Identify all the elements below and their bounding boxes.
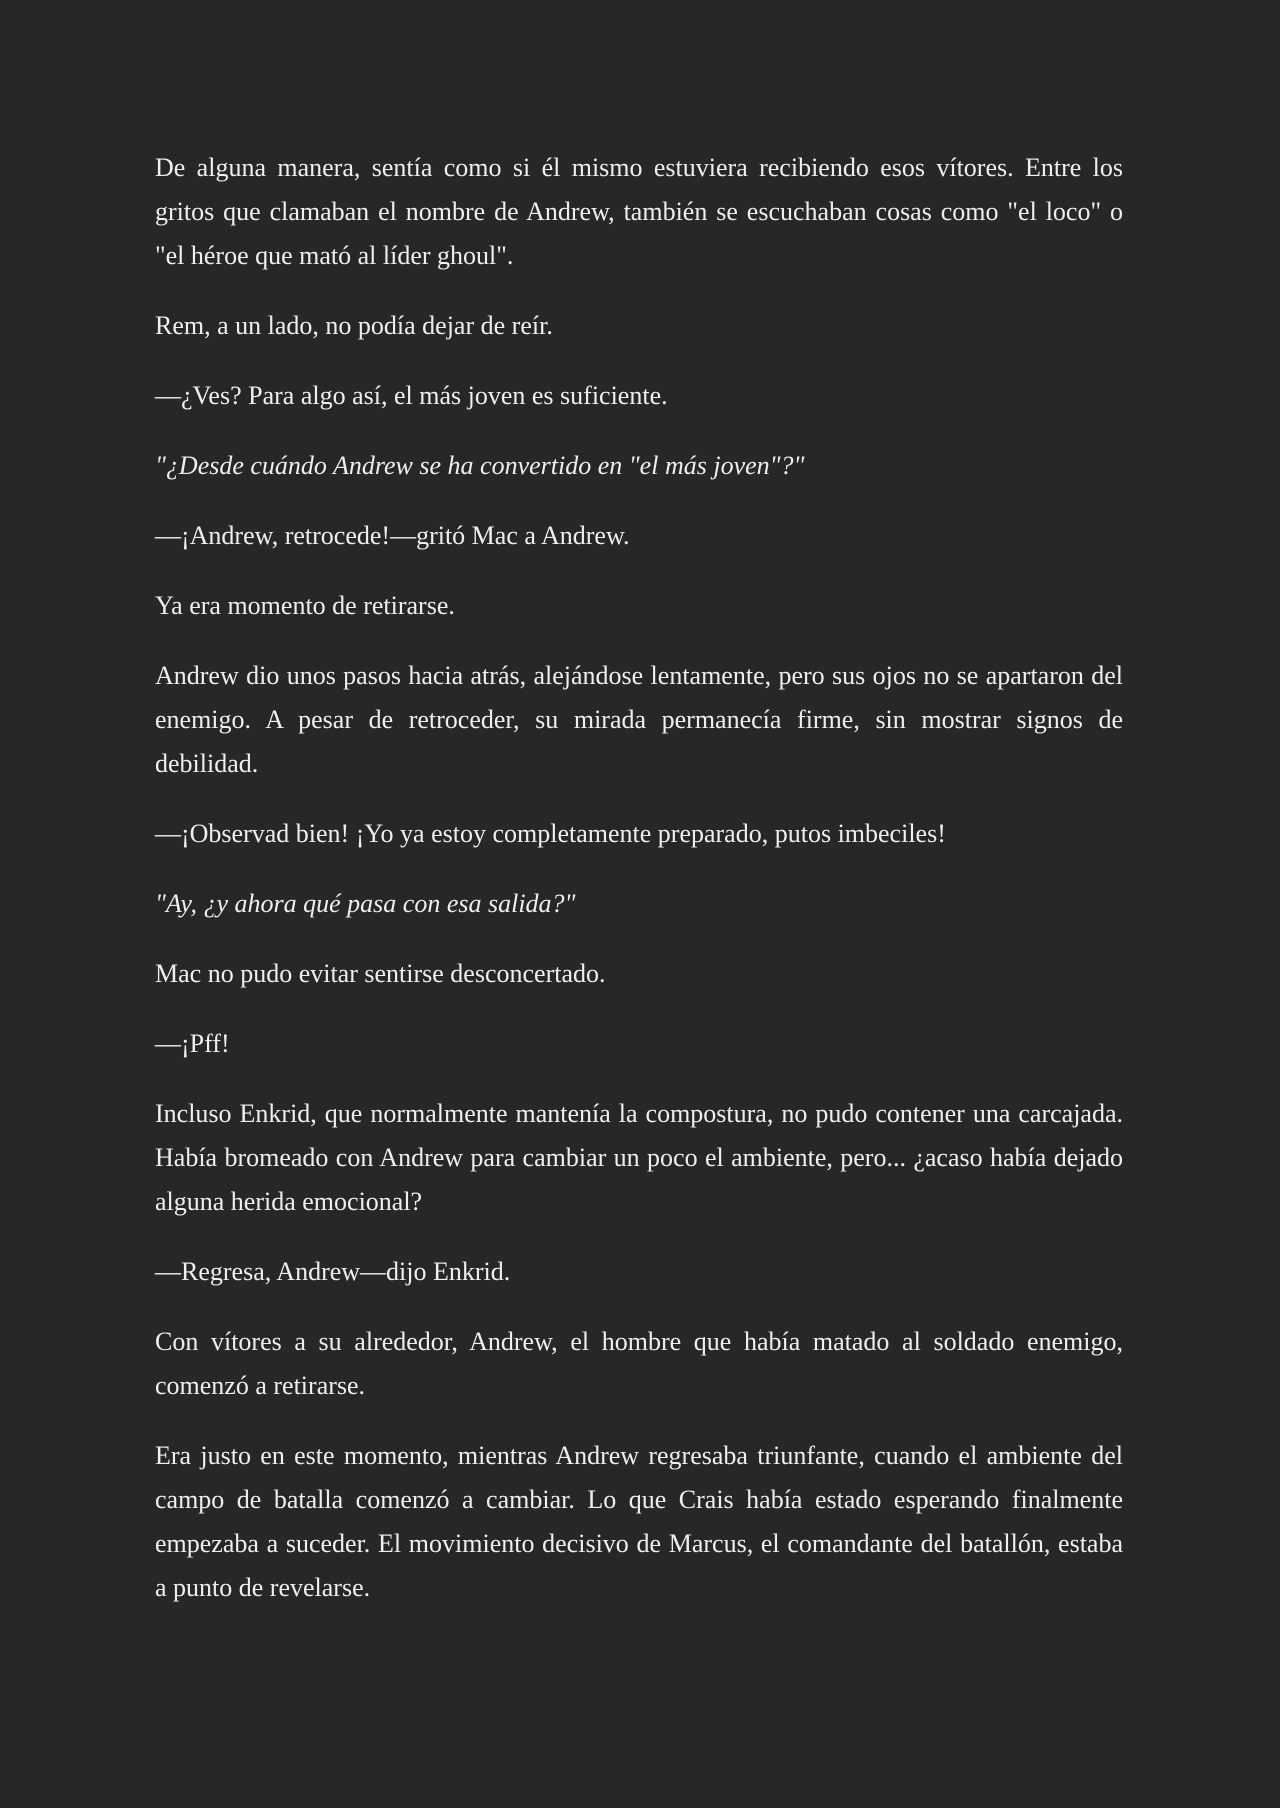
paragraph-15: Era justo en este momento, mientras Andrew regresaba triunfante, cuando el ambiente del campo de batalla comenzó a cambiar. Lo que Crais había estado esperando finalmente empezaba a suceder. El movimiento decisivo de Marcus, el comandante del batallón, estaba a punto de revelarse. <box>155 1441 1123 1602</box>
paragraph-11: —¡Pff! <box>155 1029 230 1058</box>
paragraph-8: —¡Observad bien! ¡Yo ya estoy completamente preparado, putos imbeciles! <box>155 819 946 848</box>
paragraph-6: Ya era momento de retirarse. <box>155 591 455 620</box>
paragraph-5: —¡Andrew, retrocede!—gritó Mac a Andrew. <box>155 521 630 550</box>
paragraph-2: Rem, a un lado, no podía dejar de reír. <box>155 311 553 340</box>
paragraph-12: Incluso Enkrid, que normalmente mantenía la compostura, no pudo contener una carcajada. Había bromeado con Andrew para cambiar un poco el ambiente, pero... ¿acaso había dejado alguna herida emocional? <box>155 1099 1123 1216</box>
paragraph-1: De alguna manera, sentía como si él mismo estuviera recibiendo esos vítores. Entre los gritos que clamaban el nombre de Andrew, también se escuchaban cosas como "el loco" o "el héroe que mató al líder ghoul". <box>155 153 1123 270</box>
paragraph-10: Mac no pudo evitar sentirse desconcertado. <box>155 959 606 988</box>
paragraph-3: —¿Ves? Para algo así, el más joven es suficiente. <box>155 381 668 410</box>
paragraph-13: —Regresa, Andrew—dijo Enkrid. <box>155 1257 511 1286</box>
paragraph-9-thought: "Ay, ¿y ahora qué pasa con esa salida?" <box>155 889 576 918</box>
paragraph-4-thought: "¿Desde cuándo Andrew se ha convertido en "el más joven"?" <box>155 451 805 480</box>
paragraph-14: Con vítores a su alrededor, Andrew, el hombre que había matado al soldado enemigo, comenzó a retirarse. <box>155 1327 1123 1400</box>
chapter-text <box>155 146 1123 1636</box>
paragraph-7: Andrew dio unos pasos hacia atrás, alejándose lentamente, pero sus ojos no se apartaron del enemigo. A pesar de retroceder, su mirada permanecía firme, sin mostrar signos de debilidad. <box>155 661 1123 778</box>
